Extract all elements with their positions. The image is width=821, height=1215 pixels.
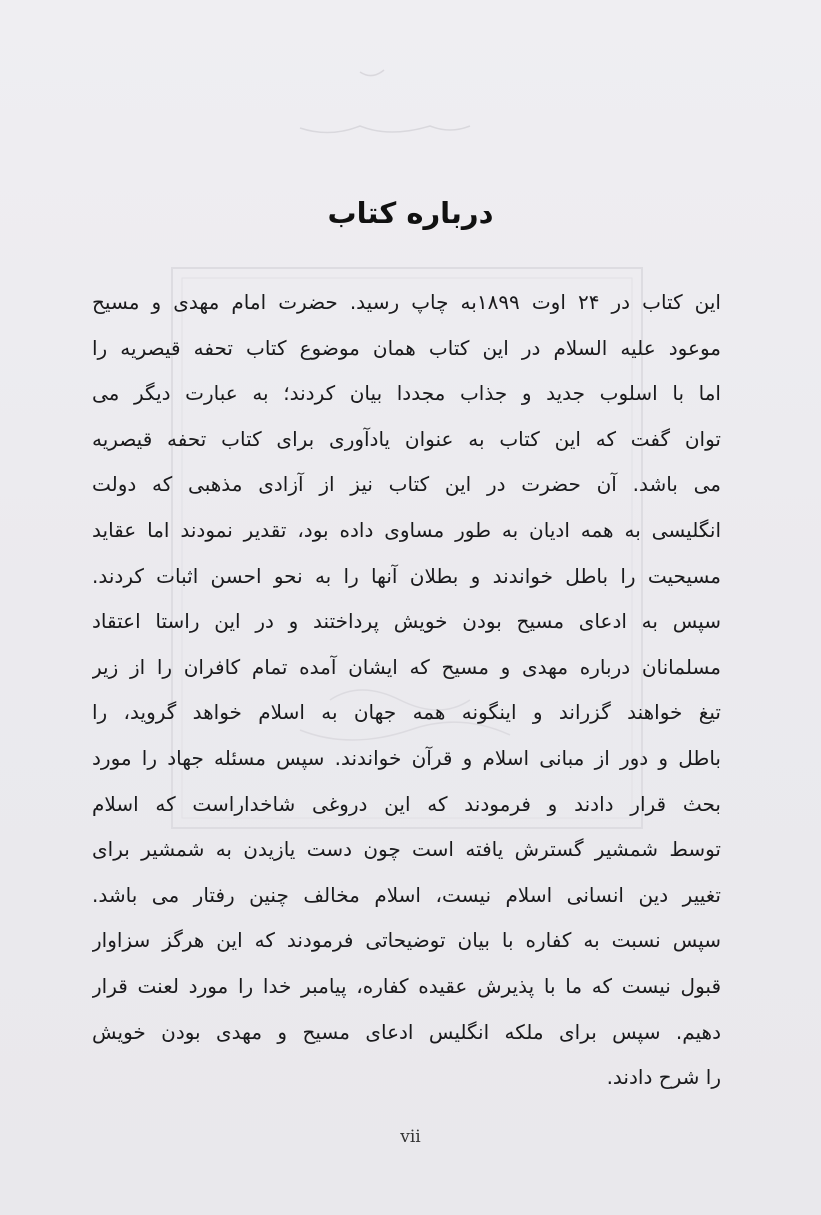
text-line: باطل و دور از مبانی اسلام و قرآن خواندند. سپس مسئله جهاد را مورد: [92, 745, 721, 770]
text-line: توان گفت که این کتاب به عنوان یادآوری برای کتاب تحفه قیصریه: [92, 426, 721, 451]
text-line: سپس نسبت به کفاره با بیان توضیحاتی فرمودند که این هرگز سزاوار: [92, 928, 721, 953]
text-line: مسلمانان درباره مهدی و مسیح که ایشان آمده تمام کافران را از زیر: [92, 654, 721, 679]
text-line: بحث قرار دادند و فرمودند که این دروغی شاخداراست که اسلام: [92, 791, 721, 816]
page-title: درباره کتاب: [327, 196, 494, 230]
text-line: سپس به ادعای مسیح بودن خویش پرداختند و در این راستا اعتقاد: [92, 609, 721, 634]
text-line: قبول نیست که ما با پذیرش عقیده کفاره، پیامبر خدا را مورد لعنت قرار: [92, 973, 721, 998]
text-line: را شرح دادند.: [606, 1065, 721, 1090]
text-line: تغییر دین انسانی اسلام نیست، اسلام مخالف چنین رفتار می باشد.: [92, 882, 721, 907]
text-line: این کتاب در ۲۴ اوت ۱۸۹۹به چاپ رسید. حضرت امام مهدی و مسیح: [92, 290, 721, 314]
text-line: موعود علیه السلام در این کتاب همان موضوع کتاب تحفه قیصریه را: [92, 335, 721, 360]
page-number: vii: [400, 1127, 421, 1147]
text-line: توسط شمشیر گسترش یافته است چون دست یازیدن به شمشیر برای: [92, 837, 721, 862]
text-line: مسیحیت را باطل خواندند و بطلان آنها را به نحو احسن اثبات کردند.: [92, 563, 721, 588]
body-paragraph: [92, 284, 721, 1105]
text-line: اما با اسلوب جدید و جذاب مجددا بیان کردند؛ به عبارت دیگر می: [92, 381, 721, 406]
text-line: می باشد. آن حضرت در این کتاب نیز از آزادی مذهبی که دولت: [92, 472, 721, 497]
text-line: تیغ خواهند گزراند و اینگونه همه جهان به اسلام خواهد گروید، را: [92, 700, 721, 725]
text-line: انگلیسی به همه ادیان به طور مساوی داده بود، تقدیر نمودند اما عقاید: [92, 517, 721, 542]
text-line: دهیم. سپس برای ملکه انگلیس ادعای مسیح و مهدی بودن خویش: [92, 1019, 721, 1044]
